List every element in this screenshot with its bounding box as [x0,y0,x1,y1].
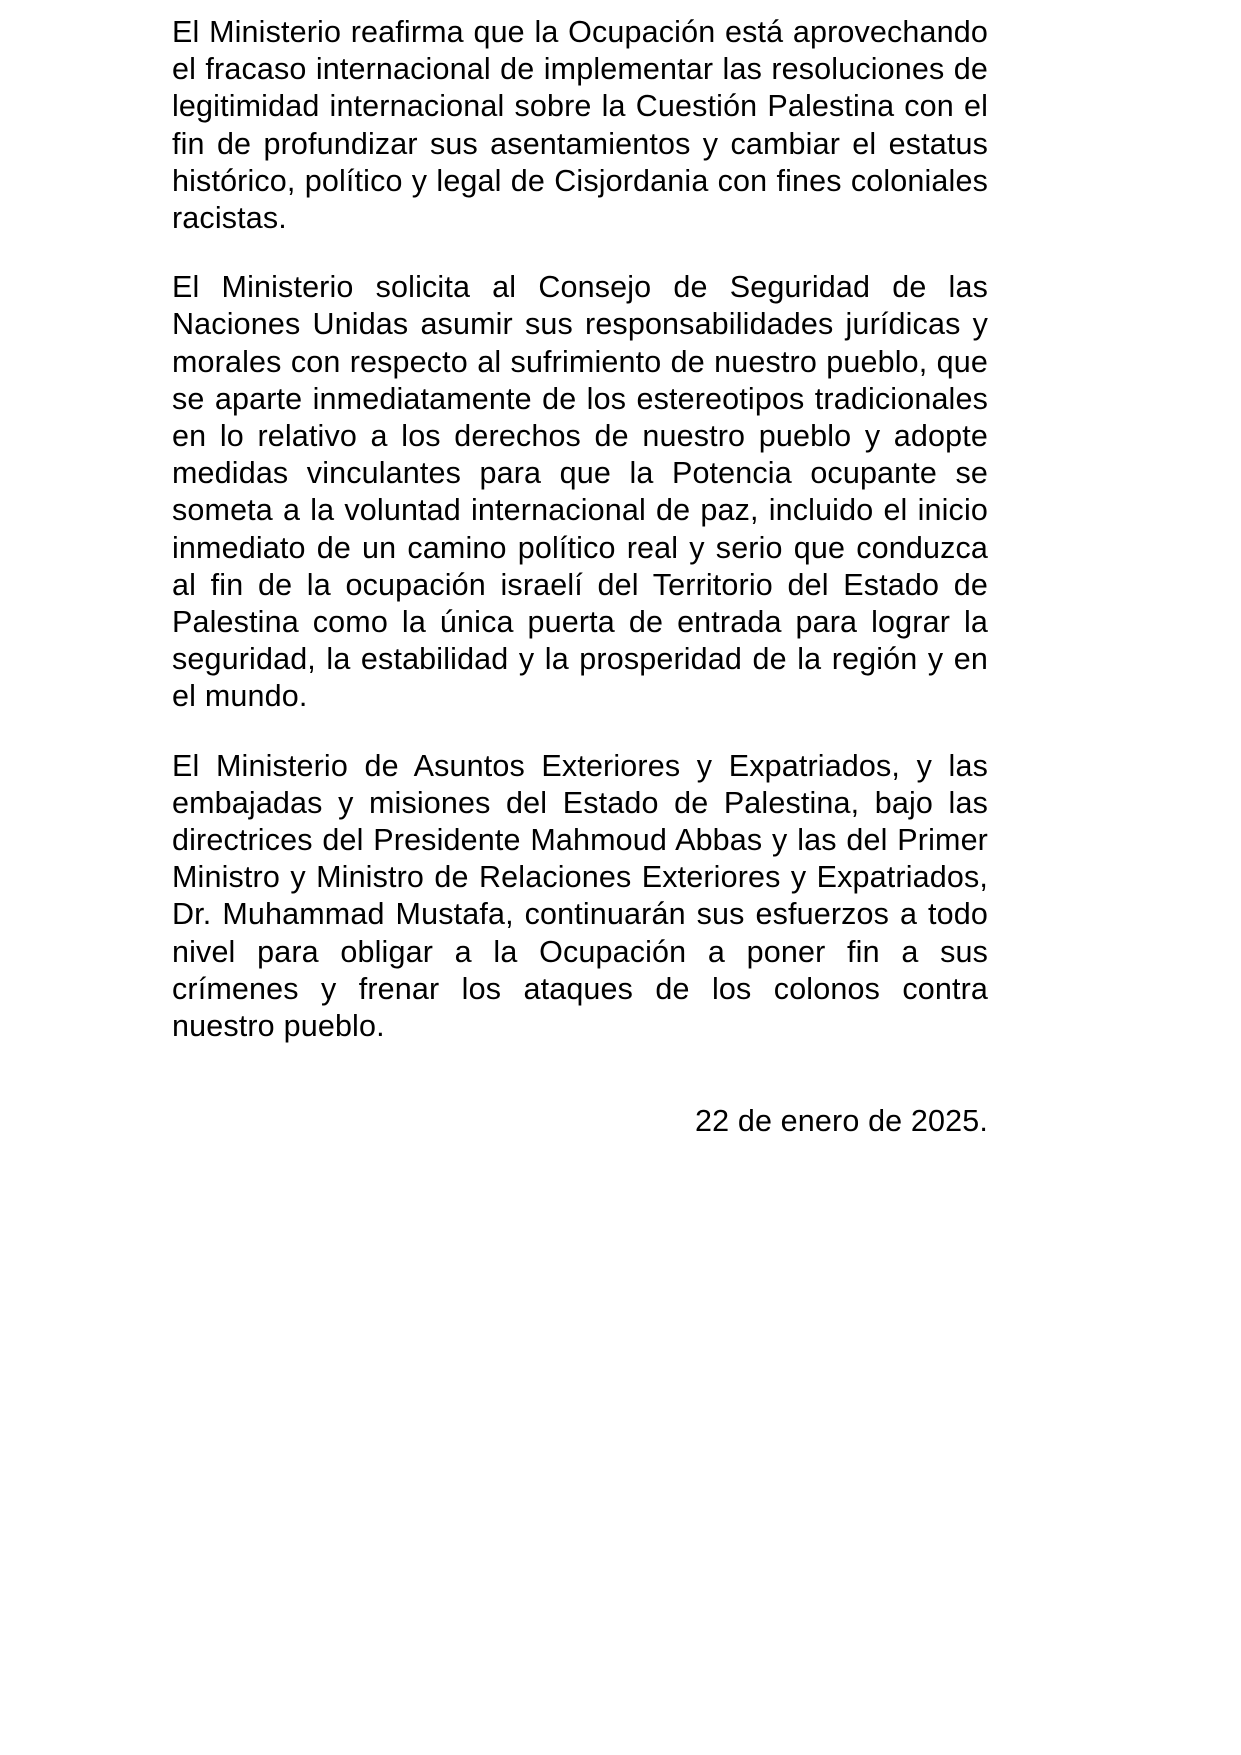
paragraph-1: El Ministerio reafirma que la Ocupación está aprovechando el fracaso internacional de implementar las resoluciones de legitimidad internacional sobre la Cuestión Palestina con el fin de profundizar sus asentamientos y cambiar el estatus histórico, político y legal de Cisjordania con fines coloniales racistas. [172,15,988,236]
document-body [172,14,988,1140]
paragraph-2: El Ministerio solicita al Consejo de Seguridad de las Naciones Unidas asumir sus responsabilidades jurídicas y morales con respecto al sufrimiento de nuestro pueblo, que se aparte inmediatamente de los estereotipos tradicionales en lo relativo a los derechos de nuestro pueblo y adopte medidas vinculantes para que la Potencia ocupante se someta a la voluntad internacional de paz, incluido el inicio inmediato de un camino político real y serio que conduzca al fin de la ocupación israelí del Territorio del Estado de Palestina como la única puerta de entrada para lograr la seguridad, la estabilidad y la prosperidad de la región y en el mundo. [172,270,988,714]
paragraph-3: El Ministerio de Asuntos Exteriores y Expatriados, y las embajadas y misiones del Estado de Palestina, bajo las directrices del Presidente Mahmoud Abbas y las del Primer Ministro y Ministro de Relaciones Exteriores y Expatriados, Dr. Muhammad Mustafa, continuarán sus esfuerzos a todo nivel para obligar a la Ocupación a poner fin a sus crímenes y frenar los ataques de los colonos contra nuestro pueblo. [172,748,988,1044]
date-line: 22 de enero de 2025. [694,1104,988,1139]
